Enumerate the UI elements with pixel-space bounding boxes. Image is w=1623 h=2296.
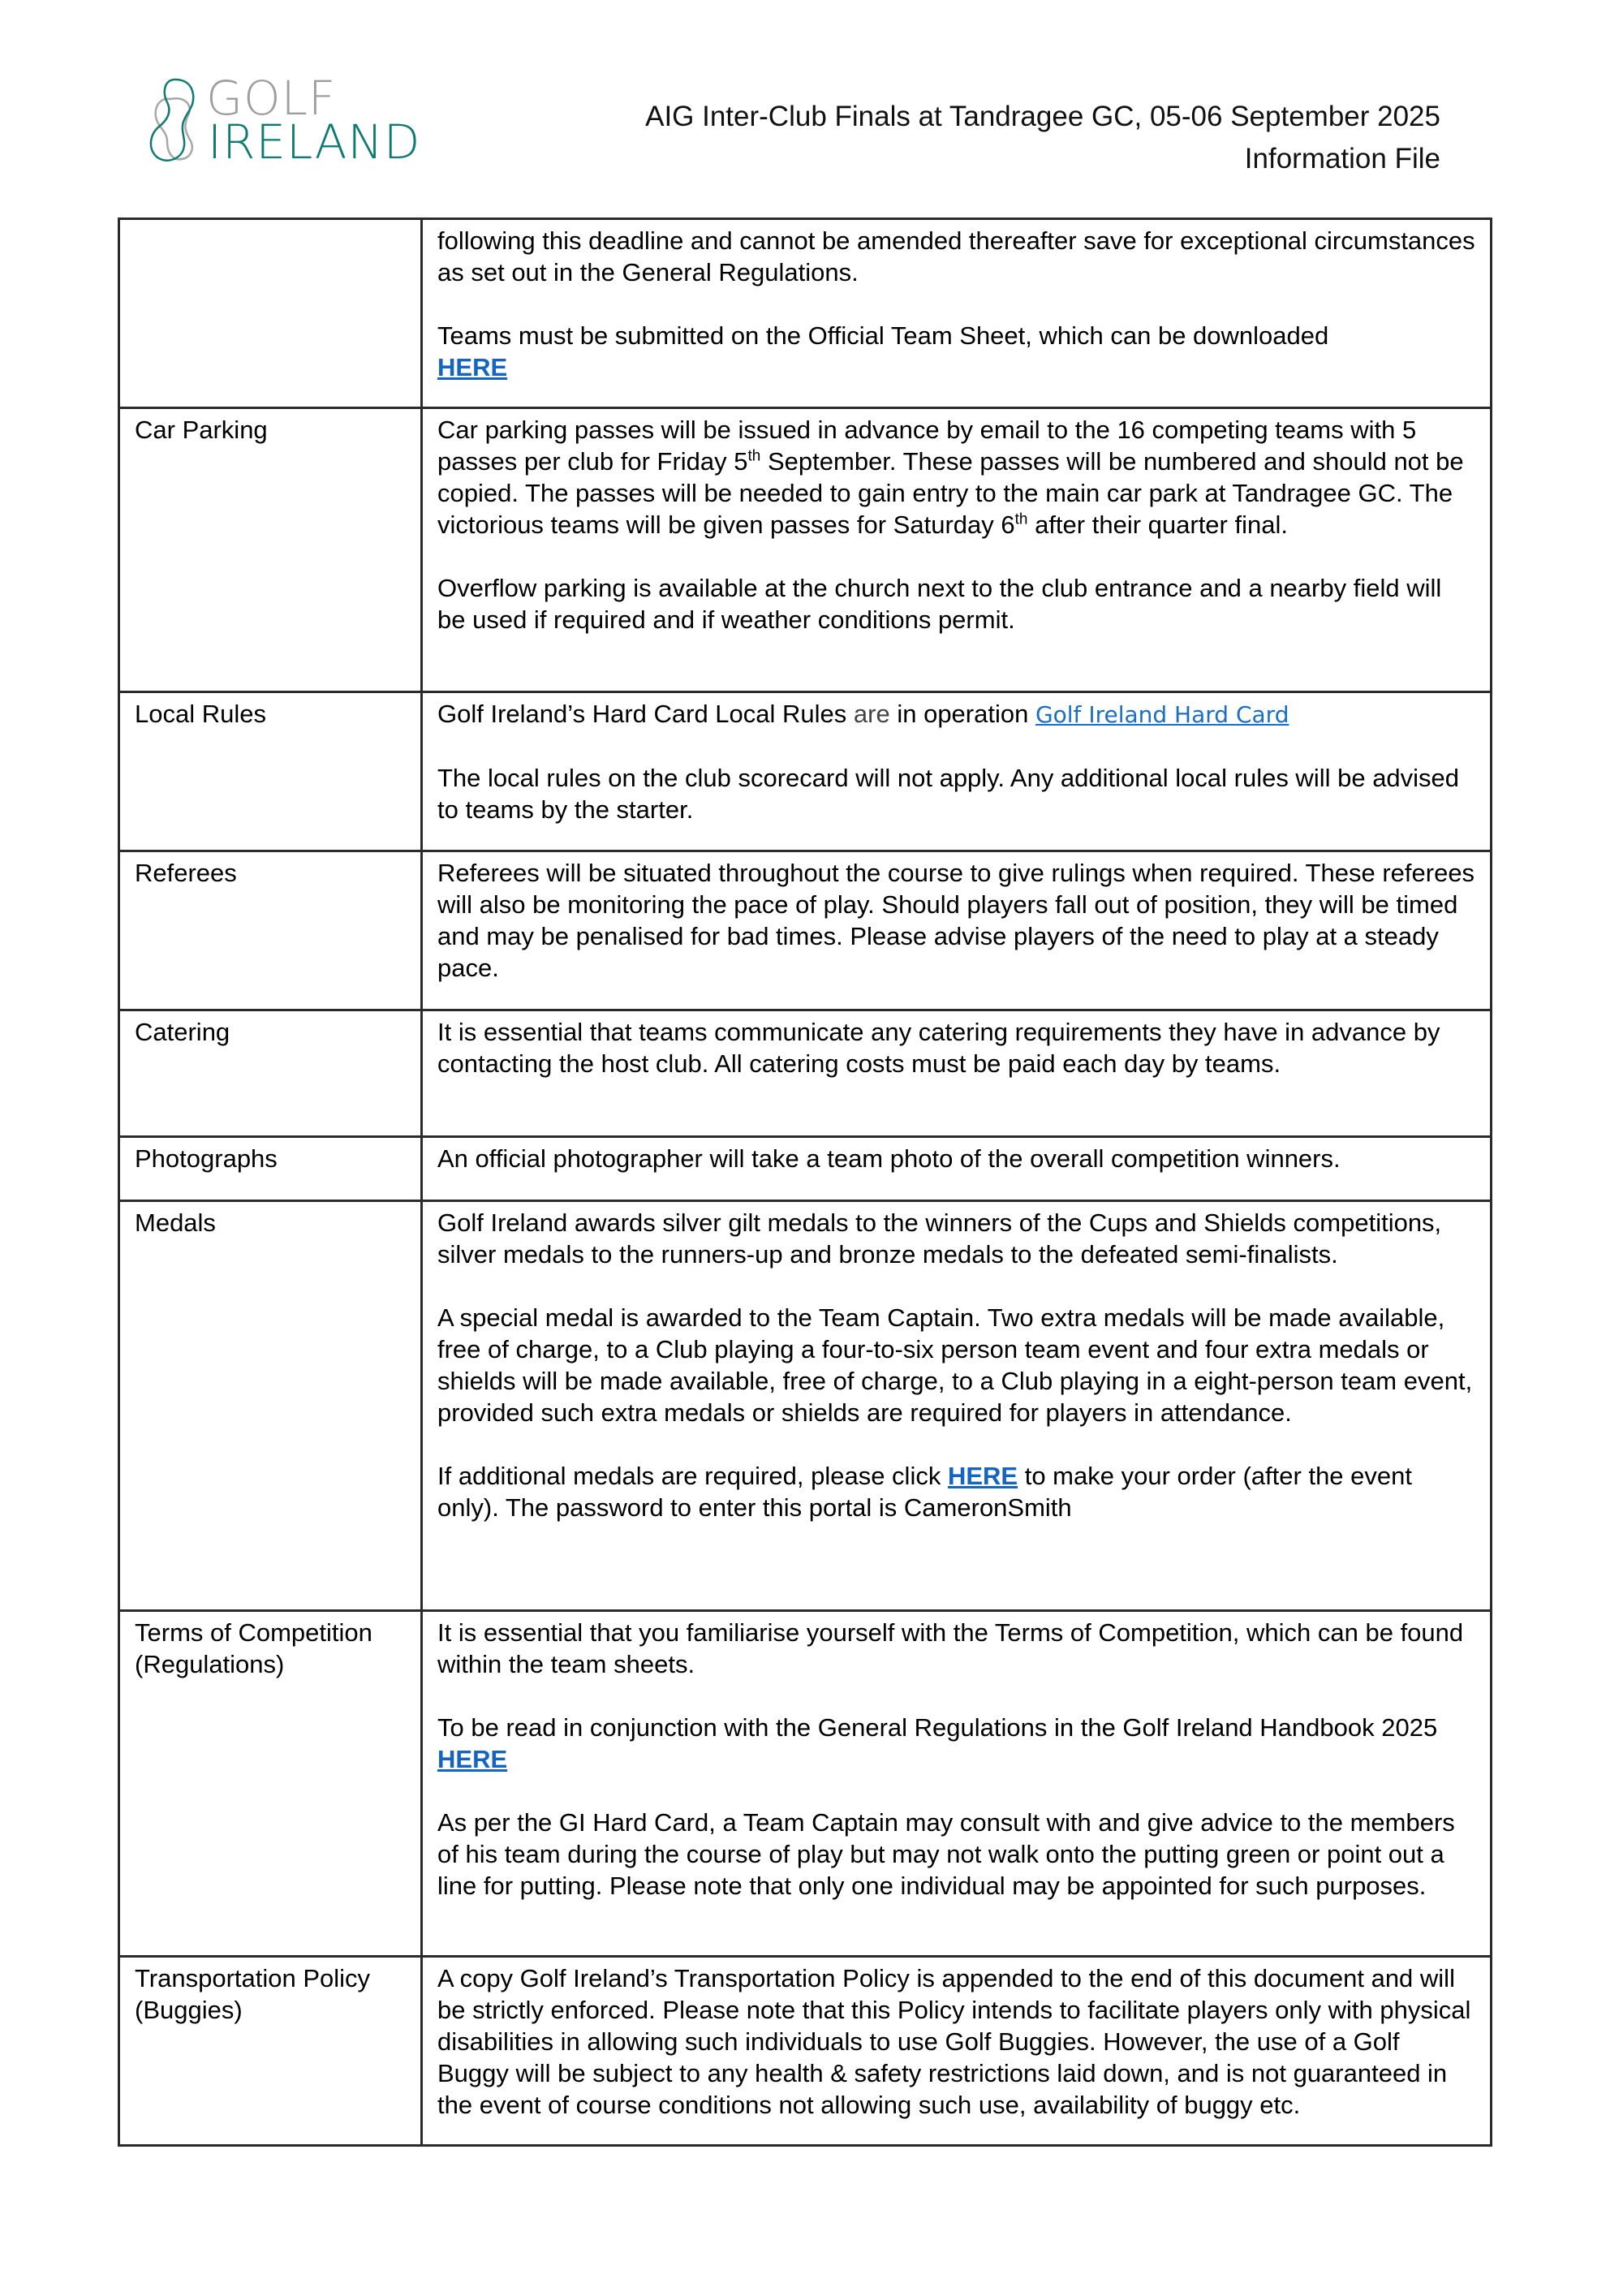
row-label-catering: Catering [119,1010,422,1137]
team-sheet-paragraph-2 [437,320,1475,383]
golf-ireland-logo-mark-icon [143,75,201,166]
ordinal-suffix: th [1014,510,1028,528]
page-header [645,96,1440,180]
table-row-transport [119,1957,1492,2146]
text: September. These passes will be numbered and should not be copied. The passes will be needed to gain entry to the main car park at Tandragee GC. The victorious teams will be given passes for Saturday 6 [437,447,1464,539]
row-content [422,851,1492,1010]
header-subtitle: Information File [1244,143,1440,174]
text: Golf Ireland’s Hard Card Local Rules [437,700,854,728]
car-parking-paragraph-2: Overflow parking is available at the church next to the club entrance and a nearby field will be used if required and if weather conditions permit. [437,574,1442,634]
row-label-medals: Medals [119,1201,422,1611]
row-label-transport [119,1957,422,2146]
table-row-referees [119,851,1492,1010]
catering-paragraph-1: It is essential that teams communicate any catering requirements they have in advance by contacting the host club. All catering costs must be paid each day by teams. [437,1018,1440,1078]
row-label-photographs: Photographs [119,1137,422,1201]
transport-paragraph-1: A copy Golf Ireland’s Transportation Policy is appended to the end of this document and will be strictly enforced. Please note that this Policy intends to facilitate players only with physical disabilities in allowing such individuals to use Golf Buggies. However, the use of a Golf Buggy will be subject to any health & safety restrictions laid down, and is not guaranteed in the event of course conditions not allowing such use, availability of buggy etc. [437,1964,1471,2119]
ordinal-suffix: th [747,447,761,465]
information-table [118,218,1492,2147]
row-content [422,1611,1492,1957]
referees-paragraph-1: Referees will be situated throughout the course to give rulings when required. These referees will also be monitoring the pace of play. Should players fall out of position, they will be timed and may be penalised for bad times. Please advise players of the need to play at a steady pace. [437,859,1475,982]
label-line: Transportation Policy [135,1964,371,1992]
text: after their quarter final. [1027,510,1288,539]
logo-text-ireland: IRELAND [208,114,421,170]
row-content [422,408,1492,692]
medals-paragraph-1: Golf Ireland awards silver gilt medals to the winners of the Cups and Shields competitions, silver medals to the runners-up and bronze medals to the defeated semi-finalists. [437,1208,1442,1269]
text: To be read in conjunction with the General Regulations in the Golf Ireland Handbook 2025 [437,1713,1438,1742]
handbook-link[interactable]: HERE [437,1745,508,1773]
row-content [422,692,1492,851]
order-medals-link[interactable]: HERE [947,1462,1018,1490]
medals-paragraph-2: A special medal is awarded to the Team Captain. Two extra medals will be made available, free of charge, to a Club playing a four-to-six person team event and four extra medals or shields will be made available, free of charge, to a Club playing in a eight-person team event, provided such extra medals or shields are required for players in attendance. [437,1303,1473,1427]
text: in operation [889,700,1035,728]
team-sheet-text: Teams must be submitted on the Official Team Sheet, which can be downloaded [437,321,1329,350]
terms-paragraph-3: As per the GI Hard Card, a Team Captain may consult with and give advice to the members of his team during the course of play but may not walk onto the putting green or point out a line for putting. Please note that only one individual may be appointed for such purposes. [437,1808,1455,1900]
local-rules-paragraph-1 [437,698,1475,730]
photographs-paragraph-1: An official photographer will take a team photo of the overall competition winners. [437,1144,1341,1173]
team-sheet-download-link[interactable]: HERE [437,353,508,381]
row-content [422,1010,1492,1137]
row-label-local-rules: Local Rules [119,692,422,851]
header-title: AIG Inter-Club Finals at Tandragee GC, 05-06 September 2025 [645,101,1440,132]
row-label-terms [119,1611,422,1957]
table-row-terms [119,1611,1492,1957]
row-label-referees: Referees [119,851,422,1010]
row-content [422,1137,1492,1201]
row-content [422,1957,1492,2146]
hard-card-link[interactable]: Golf Ireland Hard Card [1035,701,1289,728]
table-row-local-rules [119,692,1492,851]
medals-paragraph-3 [437,1460,1475,1523]
label-line: (Regulations) [135,1650,285,1678]
table-row-medals [119,1201,1492,1611]
team-sheet-paragraph-1: following this deadline and cannot be amended thereafter save for exceptional circumstances as set out in the General Regulations. [437,226,1475,286]
logo-text-golf: GOLF [206,71,337,126]
label-line: Terms of Competition [135,1618,372,1647]
local-rules-paragraph-2: The local rules on the club scorecard will not apply. Any additional local rules will be advised to teams by the starter. [437,764,1460,824]
car-parking-paragraph-1 [437,414,1475,541]
table-row-catering [119,1010,1492,1137]
row-label [119,219,422,408]
text: to make your order (after the event only). The password to enter this portal is CameronSmith [437,1462,1412,1522]
row-label-car-parking: Car Parking [119,408,422,692]
text: Car parking passes will be issued in advance by email to the 16 competing teams with 5 passes per club for Friday 5 [437,416,1417,476]
text: If additional medals are required, please click [437,1462,948,1490]
golf-ireland-logo [143,71,451,170]
table-row-photographs [119,1137,1492,1201]
table-row-team-sheet [119,219,1492,408]
row-content [422,1201,1492,1611]
row-content [422,219,1492,408]
terms-paragraph-2 [437,1712,1475,1775]
text: are [853,700,890,728]
terms-paragraph-1: It is essential that you familiarise yourself with the Terms of Competition, which can be found within the team sheets. [437,1618,1464,1678]
table-row-car-parking [119,408,1492,692]
label-line: (Buggies) [135,1996,243,2024]
